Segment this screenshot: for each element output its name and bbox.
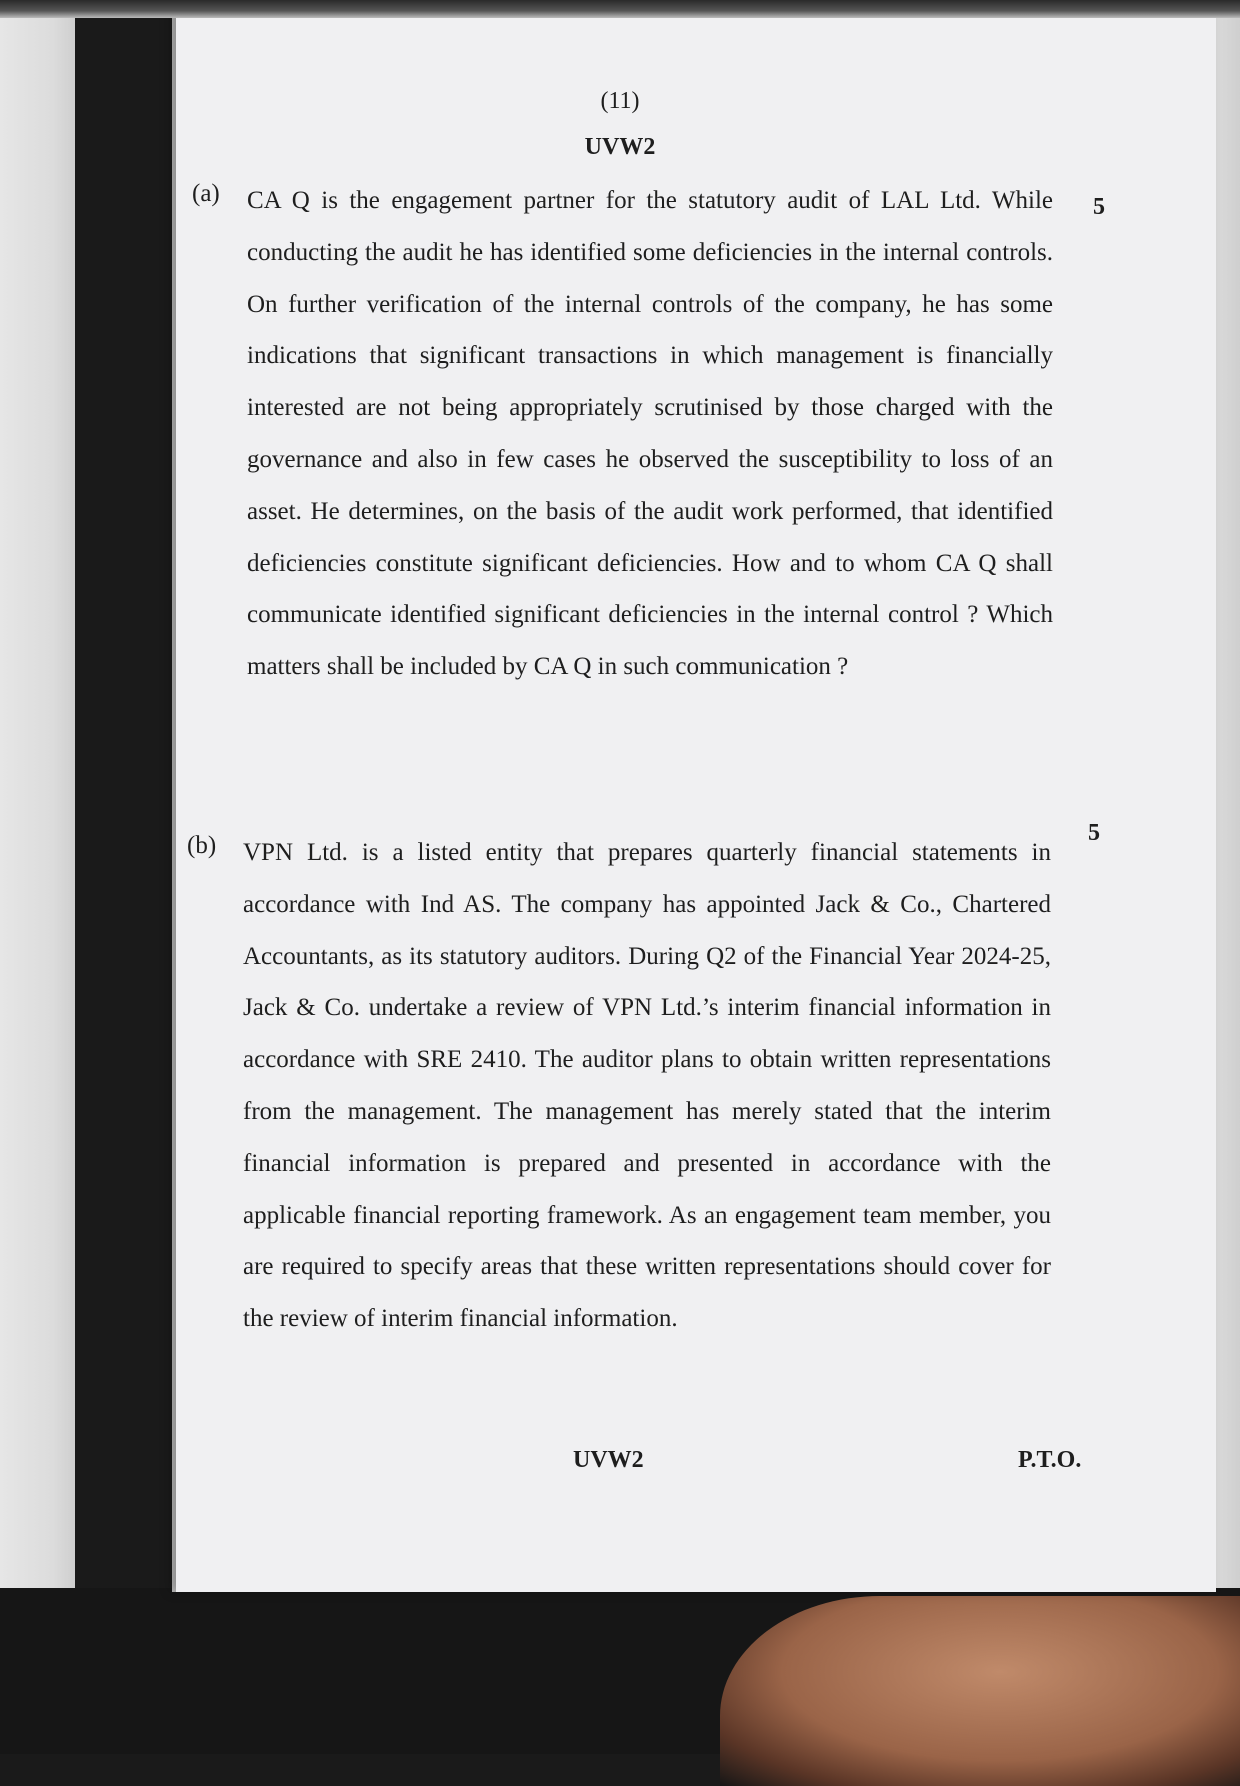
question-a-label: (a) <box>192 180 220 207</box>
question-b-marks: 5 <box>1088 820 1100 846</box>
question-b-text: VPN Ltd. is a listed entity that prepares quarterly financial statements in accordance with Ind AS. The company has appointed Jack & Co., Chartered Accountants, as its statutory auditors. During Q2 of the Financial Year 2024-25, Jack & Co. undertake a review of VPN Ltd.’s interim financial information in accordance with SRE 2410. The auditor plans to obtain written representations from the management. The management has merely stated that the interim financial information is prepared and presented in accordance with the applicable financial reporting framework. As an engagement team member, you are required to specify areas that these written representations should cover for the review of interim financial information. <box>243 839 1051 1333</box>
pto-label: P.T.O. <box>1018 1447 1082 1473</box>
finger-shadow <box>720 1596 1240 1786</box>
page-number: (11) <box>600 88 640 114</box>
paper-code-footer: UVW2 <box>573 1447 644 1473</box>
question-b-label: (b) <box>187 832 217 859</box>
question-a-marks: 5 <box>1093 194 1105 220</box>
background-top-strip <box>0 0 1240 18</box>
question-a-text: CA Q is the engagement partner for the statutory audit of LAL Ltd. While conducting the audit he has identified some deficiencies in the internal controls. On further verification of the internal controls of the company, he has some indications that significant transactions in which management is financially interested are not being appropriately scrutinised by those charged with the governance and also in few cases he observed the susceptibility to loss of an asset. He determines, on the basis of the audit work performed, that identified deficiencies constitute significant deficiencies. How and to whom CA Q shall communicate identified significant deficiencies in the internal control ? Which matters shall be included by CA Q in such communication ? <box>247 187 1053 681</box>
background-left-page <box>0 0 75 1590</box>
paper-code-header: UVW2 <box>584 134 656 160</box>
